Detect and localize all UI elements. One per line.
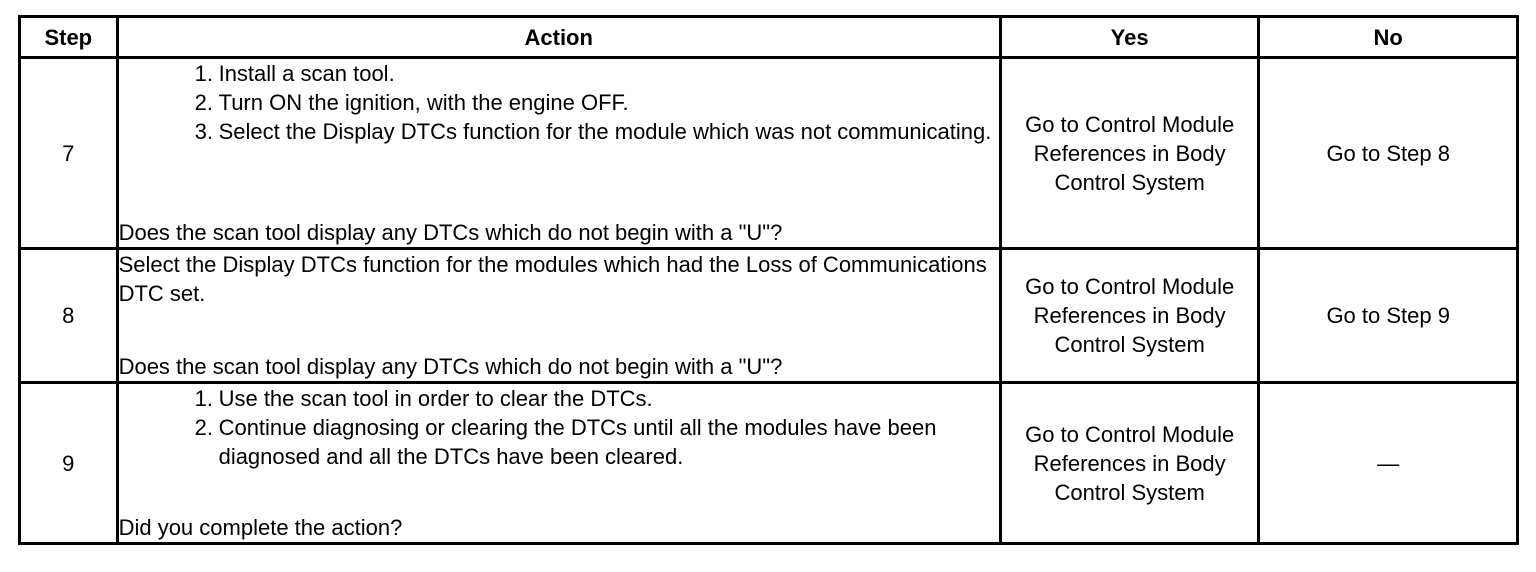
step-text: Select the Display DTCs function for the module which was not communicating. [218,119,992,144]
list-item [119,88,999,117]
action-content [119,59,999,247]
diagnostic-table [18,15,1519,545]
action-cell [117,58,1000,249]
table-header-row [20,17,1518,58]
list-item [119,59,999,88]
action-text: Select the Display DTCs function for the modules which had the Loss of Communications DTC set. [118,252,987,306]
action-steps-list [119,59,999,146]
table-row [20,383,1518,544]
yes-result: Go to Control Module References in Body Control System [1000,58,1259,249]
diagnostic-table-container [18,15,1519,545]
step-number: 7 [20,58,118,249]
action-content [119,384,999,542]
step-index: 3. [194,119,213,144]
table-row [20,249,1518,383]
yes-result: Go to Control Module References in Body Control System [1000,383,1259,544]
action-cell [117,249,1000,383]
step-text: Install a scan tool. [218,61,395,86]
step-number: 9 [20,383,118,544]
action-question: Does the scan tool display any DTCs which do not begin with a "U"? [118,220,783,245]
header-no: No [1259,17,1518,58]
action-cell [117,383,1000,544]
list-item [119,384,999,413]
table-row [20,58,1518,249]
list-item [119,117,999,146]
no-result: Go to Step 9 [1259,249,1518,383]
yes-result: Go to Control Module References in Body Control System [1000,249,1259,383]
header-action: Action [117,17,1000,58]
list-item [119,413,999,471]
action-steps-list [119,384,999,471]
step-text: Turn ON the ignition, with the engine OFF. [218,90,629,115]
step-text: Use the scan tool in order to clear the DTCs. [218,386,653,411]
step-index: 2. [194,90,213,115]
step-index: 2. [194,415,213,440]
action-question: Does the scan tool display any DTCs which do not begin with a "U"? [118,354,783,379]
header-step: Step [20,17,118,58]
step-index: 1. [194,61,213,86]
step-text: Continue diagnosing or clearing the DTCs until all the modules have been diagnosed and all the DTCs have been cleared. [218,415,937,469]
header-yes: Yes [1000,17,1259,58]
action-content [119,250,999,381]
no-result: Go to Step 8 [1259,58,1518,249]
action-question: Did you complete the action? [118,515,403,540]
no-result: — [1259,383,1518,544]
step-index: 1. [194,386,213,411]
step-number: 8 [20,249,118,383]
